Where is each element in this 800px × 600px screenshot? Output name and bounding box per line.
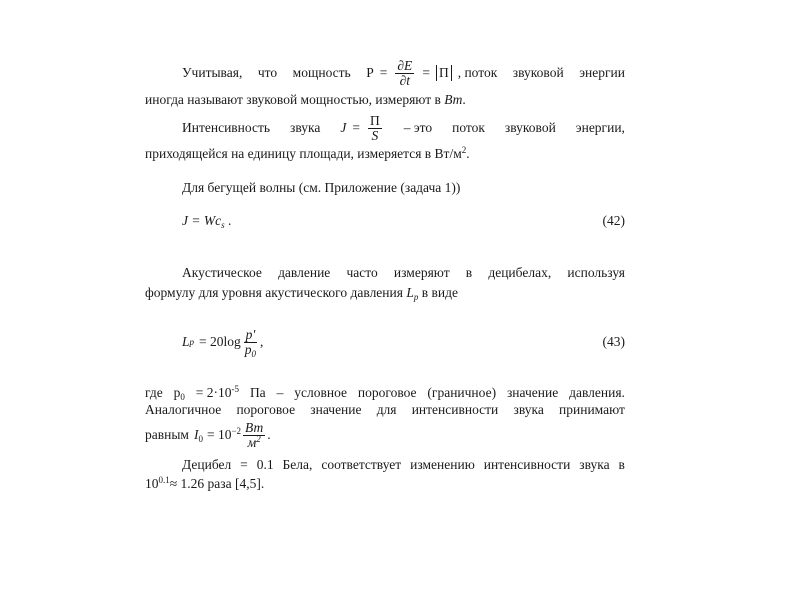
intensity-fraction: $\frac{П}{S}$ [369, 112, 380, 143]
intensity-formula: J = $\frac{П}{S}$ [340, 112, 380, 143]
equation-43: L p = 20log $\frac{p'}{p_0}$ , [182, 326, 264, 359]
paragraph-threshold-line-1: где $p_0$ = $2\cdot 10^{-5}$ Па – условное пороговое (граничное) значение давления. [145, 384, 625, 402]
paragraph-decibel-line-2: $10^{0.1}\approx 1.26$ раза [4,5]. [145, 475, 265, 491]
word: что [257, 65, 278, 80]
word: звуковой [504, 120, 556, 135]
paragraph-threshold-line-2: Аналогичное пороговое значение для интенсивности звука принимают [145, 402, 625, 417]
word: поток [452, 120, 485, 135]
power-vector-abs: П [436, 65, 452, 81]
paragraph-decibel-line-1: Децибел = 0.1 Бела, соответствует изменению интенсивности звука в [182, 457, 625, 472]
paragraph-acoustic-line-2: формулу для уровня акустического давления $L_p$ в виде [145, 285, 458, 302]
word: Учитывая, [182, 65, 243, 80]
unit-watt: Вт [444, 92, 463, 107]
pressure-ratio-fraction: $\frac{p'}{p_0}$ [244, 326, 257, 359]
equation-number-43: (43) [602, 334, 625, 349]
paragraph-power-line-2: иногда называют звуковой мощностью, измеряют в Вт. [145, 92, 466, 107]
word: – это [403, 120, 433, 135]
word: энергии, [575, 120, 625, 135]
paragraph-intensity-line-1 [182, 112, 625, 144]
word: звука [290, 120, 321, 135]
paragraph-acoustic-line-1: Акустическое давление часто измеряют в децибелах, используя [182, 265, 625, 280]
word: Интенсивность [182, 120, 271, 135]
equation-number-42: (42) [602, 213, 625, 228]
paragraph-intensity-line-2: приходящейся на единицу площади, измеряется в $Вт/м^2$. [145, 145, 470, 161]
paragraph-travelling-wave: Для бегущей волны (см. Приложение (задача 1)) [182, 180, 461, 195]
word: энергии [579, 65, 625, 80]
intensity-unit-fraction: $\frac{Вт}{м^2}$ [245, 419, 264, 450]
paragraph-threshold-line-3: равным $I_0$ = $10^{-2}$ $\frac{Вт}{м^2}$ . [145, 419, 271, 450]
derivative-fraction: $\frac{\partial E}{\partial t}$ [397, 57, 413, 88]
word: звуковой [512, 65, 564, 80]
paragraph-power-line-1 [182, 58, 625, 88]
equation-42: $J = Wc_s$ . [182, 213, 232, 230]
power-formula: P = $\frac{\partial E}{\partial t}$ = П , поток [366, 57, 498, 88]
word: мощность [292, 65, 351, 80]
